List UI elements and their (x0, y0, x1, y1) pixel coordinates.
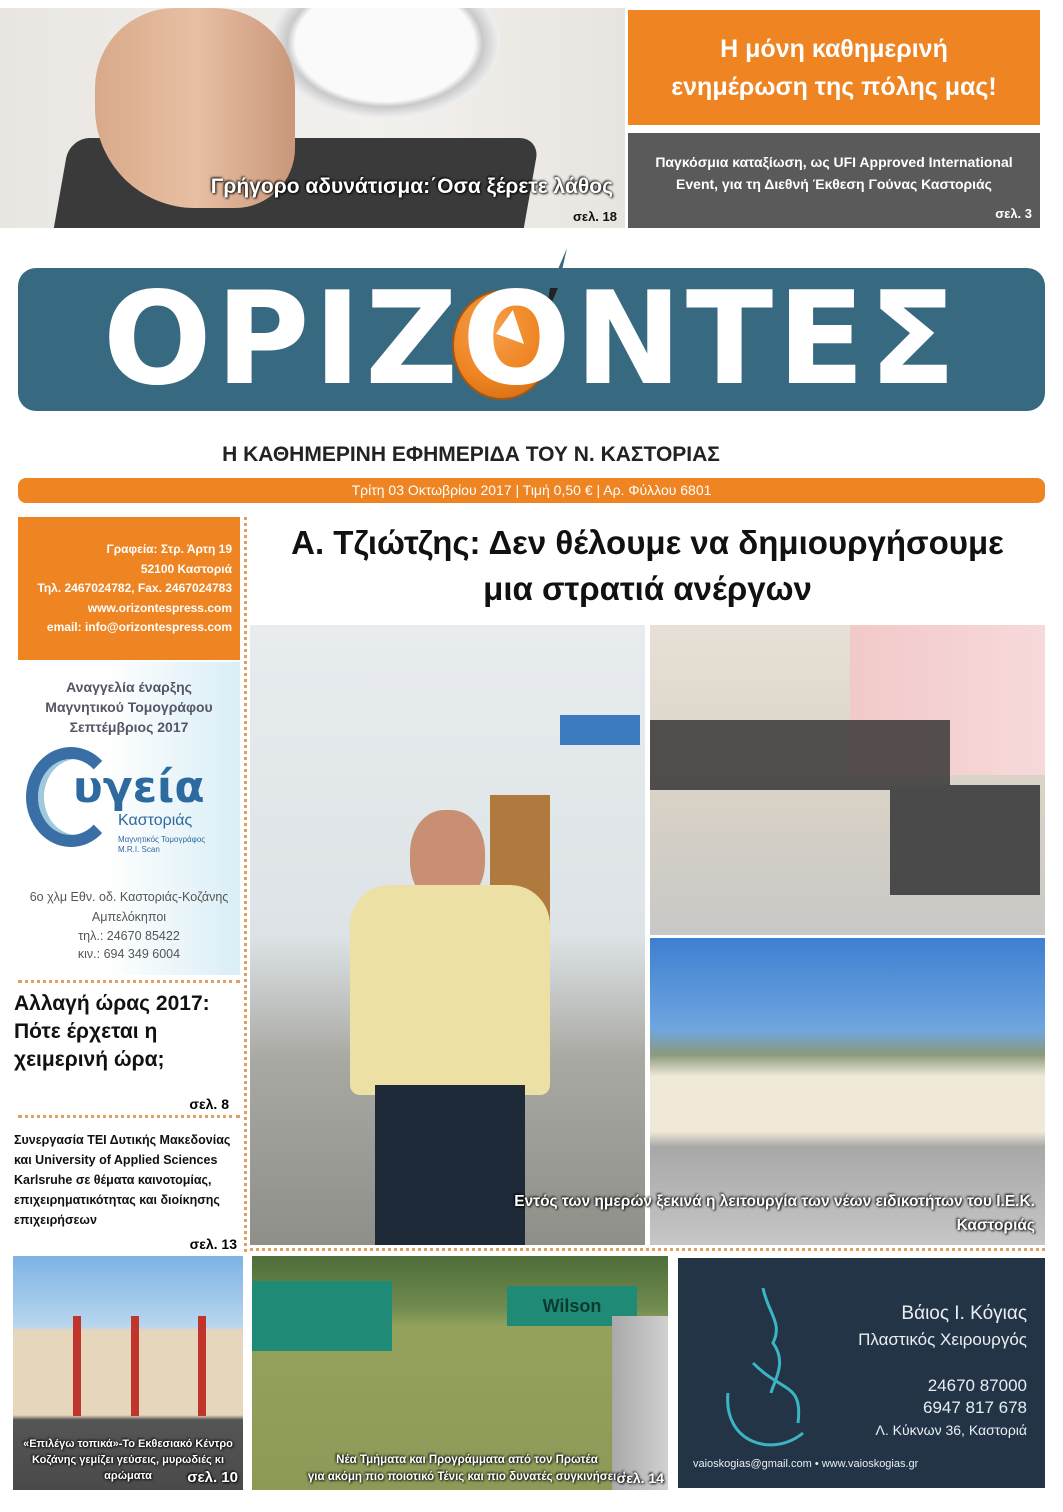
top-story-photo[interactable] (0, 8, 625, 228)
ygeia-logo-desc1: Μαγνητικός Τομογράφος (118, 835, 206, 844)
date-bar (18, 478, 1045, 503)
masthead-title-text: ΟΡΙΖΟΝΤΕΣ (102, 265, 961, 414)
ygeia-address-2: Αμπελόκηποι (91, 910, 167, 924)
top-story-page: σελ. 18 (573, 209, 617, 224)
surgeon-phone1: 24670 87000 (927, 1376, 1027, 1395)
window (560, 715, 640, 745)
contact-phone: Τηλ. 2467024782, Fax. 2467024783 (37, 581, 232, 595)
side-story2-title[interactable]: Συνεργασία ΤΕΙ Δυτικής Μακεδονίας και University of Applied Sciences Karlsruhe σε θέματα καινοτομίας, επιχειρηματικότητας και διοίκησης επιχειρήσεων (14, 1133, 231, 1227)
promo-line2: ενημέρωση της πόλης μας! (671, 73, 997, 101)
contact-city: 52100 Καστοριά (140, 561, 232, 576)
promo-box (628, 10, 1040, 125)
main-headline[interactable] (250, 520, 1045, 612)
tennis-photo[interactable] (252, 1256, 668, 1490)
ygeia-logo-word: υγεία (73, 762, 205, 813)
ygeia-mobile: κιν.: 694 349 6004 (77, 947, 181, 961)
divider (250, 1248, 1045, 1251)
ygeia-announce-2: Μαγνητικού Τομογράφου (45, 699, 213, 715)
gray-story-text: Παγκόσμια καταξίωση, ως UFI Approved International Event, για τη Διεθνή Έκθεση Γούνας Καστοριάς (655, 154, 1013, 192)
ygeia-logo-desc2: M.R.I. Scan (118, 845, 160, 854)
divider (18, 1115, 240, 1118)
surgeon-ad[interactable] (678, 1258, 1045, 1488)
scale-dial (270, 8, 500, 118)
contact-email[interactable]: email: info@orizontespress.com (46, 620, 232, 634)
ygeia-address-1: 6ο χλμ Εθν. οδ. Καστοριάς-Κοζάνης (29, 890, 229, 904)
main-headline-line1: Α. Τζιώτζης: Δεν θέλουμε να δημιουργήσουμε (291, 524, 1004, 561)
side-story1-title[interactable]: Αλλαγή ώρας 2017: Πότε έρχεται η χειμερινή ώρα; (14, 992, 210, 1071)
promo-line1: Η μόνη καθημερινή (720, 35, 948, 63)
masthead-title (18, 265, 1045, 414)
surgeon-contact[interactable]: vaioskogias@gmail.com • www.vaioskogias.gr (693, 1458, 919, 1470)
classroom-photo[interactable] (650, 625, 1045, 935)
expo-caption: «Επιλέγω τοπικά»-Το Εκθεσιακό Κέντρο Κοζάνης γεμίζει γεύσεις, μυρωδιές κι αρώματα (23, 1438, 233, 1482)
person-shirt (350, 885, 550, 1095)
tennis-page: σελ. 14 (616, 1470, 664, 1486)
ygeia-announce-1: Αναγγελία έναρξης (66, 679, 192, 695)
contact-address: Γραφεία: Στρ. Άρτη 19 (106, 542, 232, 556)
gray-story-box[interactable] (628, 133, 1040, 228)
contact-box (18, 517, 240, 660)
side-story1-page: σελ. 8 (189, 1096, 229, 1112)
surgeon-name: Βάιος Ι. Κόγιας (901, 1303, 1027, 1324)
main-caption-line2: Καστοριάς (956, 1217, 1035, 1234)
tennis-caption (272, 1452, 662, 1486)
wilson-sign: Wilson (507, 1286, 637, 1326)
ygeia-announce-3: Σεπτέμβριος 2017 (69, 719, 189, 735)
tennis-caption-line1: Νέα Τμήματα και Προγράμματα από τον Πρωτέα (336, 1454, 598, 1466)
side-story2-page: σελ. 13 (189, 1236, 237, 1252)
main-caption-line1: Εντός των ημερών ξεκινά η λειτουργία των νέων ειδικοτήτων του Ι.Ε.Κ. (514, 1193, 1035, 1210)
gray-story-page: σελ. 3 (995, 206, 1032, 221)
main-caption (250, 1190, 1035, 1238)
main-photo-director[interactable] (250, 625, 645, 1245)
face-profile-logo-icon (713, 1283, 823, 1463)
date-line: Τρίτη 03 Οκτωβρίου 2017 | Τιμή 0,50 € | Αρ. Φύλλου 6801 (351, 482, 712, 498)
column-divider (244, 517, 247, 1252)
masthead-subtitle: Η ΚΑΘΗΜΕΡΙΝΗ ΕΦΗΜΕΡΙΔΑ ΤΟΥ Ν. ΚΑΣΤΟΡΙΑΣ (222, 443, 720, 466)
surgeon-address: Λ. Κύκνων 36, Καστοριά (875, 1422, 1027, 1438)
main-headline-line2: μια στρατιά ανέργων (483, 570, 812, 607)
ygeia-phone: τηλ.: 24670 85422 (78, 929, 180, 943)
ygeia-ad[interactable] (18, 662, 240, 975)
tennis-caption-line2: για ακόμη πιο ποιοτικό Τένις και πιο δυνατές συγκινήσεις! (307, 1471, 627, 1483)
surgeon-title: Πλαστικός Χειρουργός (858, 1330, 1027, 1349)
ygeia-logo-sub: Καστοριάς (118, 812, 193, 829)
expo-center-photo[interactable] (13, 1256, 243, 1490)
surgeon-phone2: 6947 817 678 (923, 1398, 1027, 1417)
divider (18, 980, 240, 983)
top-story-caption: Γρήγορο αδυνάτισμα:΄Οσα ξέρετε λάθος (210, 175, 613, 198)
contact-website[interactable]: www.orizontespress.com (87, 600, 232, 615)
expo-page: σελ. 10 (187, 1469, 238, 1486)
